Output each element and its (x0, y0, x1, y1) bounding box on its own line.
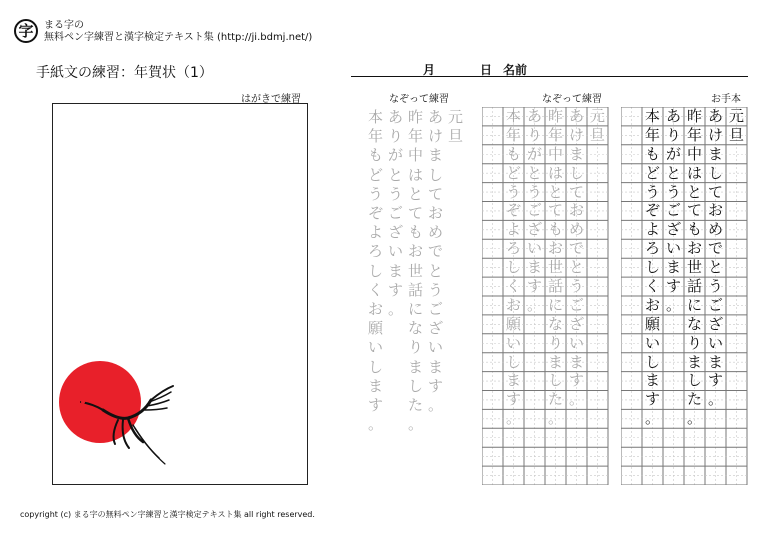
grid-text-column: あ り が と う ご ざ い ま す 。 (526, 106, 542, 314)
site-subtitle: 無料ペン字練習と漢字検定テキスト集 (http://ji.bdmj.net/) (44, 32, 313, 43)
name-label: 名前 (503, 63, 528, 77)
postcard-section-label: はがきで練習 (241, 94, 301, 105)
date-name-underline (351, 76, 748, 77)
model-section-label: お手本 (711, 94, 741, 105)
grid-text-column: 本 年 も ど う ぞ よ ろ し く お 願 い し ま す 。 (644, 106, 660, 428)
trace-free-column: あ り が と う ご ざ い ま す 。 (387, 108, 403, 318)
page-title: 手紙文の練習：年賀状（1） (36, 65, 213, 81)
grid-text-column: 昨 年 中 は と て も お 世 話 に な り ま し た 。 (686, 106, 702, 428)
grid-text-column: あ け ま し て お め で と う ご ざ い ま す 。 (707, 106, 723, 409)
grid-text-column: 本 年 も ど う ぞ よ ろ し く お 願 い し ま す 。 (505, 106, 521, 428)
grid-text-column: あ り が と う ご ざ い ま す 。 (665, 106, 681, 314)
crane-illustration (73, 380, 183, 480)
day-label: 日 (480, 63, 493, 77)
grid-text-column: 昨 年 中 は と て も お 世 話 に な り ま し た 。 (547, 106, 563, 428)
grid-text-column: あ け ま し て お め で と う ご ざ い ま す 。 (568, 106, 584, 409)
grid-text-column: 元 旦 (728, 106, 744, 144)
grid-text-column: 元 旦 (589, 106, 605, 144)
trace-free-column: あ け ま し て お め で と う ご ざ い ま す 。 (427, 108, 443, 414)
trace-grid-section-label: なぞって練習 (542, 94, 602, 105)
trace-free-section-label: なぞって練習 (389, 94, 449, 105)
copyright-text: copyright (c) まる字の無料ペン字練習と漢字検定テキスト集 all right reserved. (20, 510, 315, 519)
site-logo-icon: 字 (14, 19, 38, 43)
trace-free-column: 本 年 も ど う ぞ よ ろ し く お 願 い し ま す 。 (367, 108, 383, 434)
trace-free-column: 昨 年 中 は と て も お 世 話 に な り ま し た 。 (407, 108, 423, 434)
site-name: まる字の (44, 20, 84, 31)
month-label: 月 (423, 63, 436, 77)
postcard-practice-area[interactable] (52, 103, 308, 485)
trace-free-column: 元 旦 (447, 108, 463, 146)
